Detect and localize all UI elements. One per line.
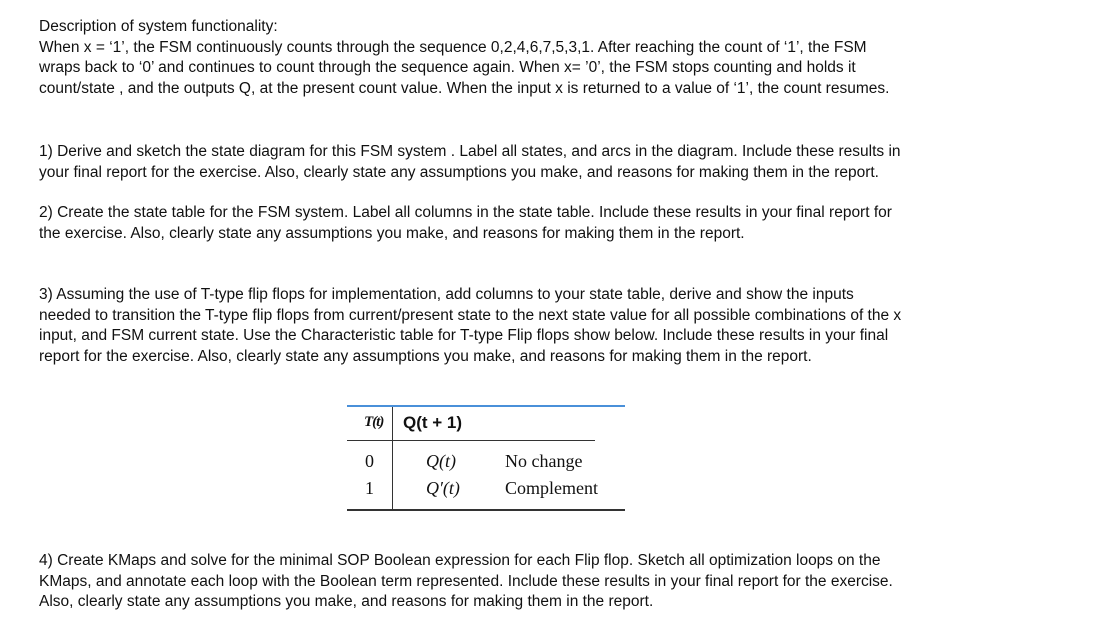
question-1 — [39, 142, 1039, 183]
description-line: count/state , and the outputs Q, at the present count value. When the input x is returned to a value of ‘1’, the count resumes. — [39, 79, 890, 97]
table-column-divider — [392, 407, 393, 509]
question-line: 3) Assuming the use of T-type flip flops for implementation, add columns to your state table, derive and show the inputs — [39, 286, 854, 303]
row-1-desc: Complement — [505, 478, 598, 498]
row-0-desc: No change — [505, 451, 583, 471]
question-line: the exercise. Also, clearly state any assumptions you make, and reasons for making them in the report. — [39, 224, 745, 242]
header-q-next: Q(t + 1) — [403, 413, 463, 432]
description-line: wraps back to ‘0’ and continues to count through the sequence again. When x= ’0’, the FSM stops counting and holds it — [39, 59, 856, 77]
question-line: 1) Derive and sketch the state diagram for this FSM system . Label all states, and arcs in the diagram. Include these results in — [39, 143, 901, 160]
table-header-rule — [347, 440, 595, 441]
row-1-t: 1 — [365, 478, 374, 498]
description-line: When x = ‘1’, the FSM continuously counts through the sequence 0,2,4,6,7,5,3,1. After reaching the count of ‘1’, the FSM — [39, 38, 867, 56]
t-flipflop-characteristic-table — [347, 405, 625, 511]
table-top-rule — [347, 405, 625, 407]
row-0-t: 0 — [365, 451, 374, 471]
question-line: your final report for the exercise. Also, clearly state any assumptions you make, and reasons for making them in the report. — [39, 163, 879, 181]
row-1-q: Q′(t) — [426, 478, 460, 498]
description-heading: Description of system functionality: — [39, 18, 278, 35]
table-bottom-rule — [347, 509, 625, 511]
question-line: input, and FSM current state. Use the Characteristic table for T-type Flip flops show below. Include these results in your final — [39, 327, 889, 345]
row-0-q: Q(t) — [426, 451, 456, 471]
question-line: 4) Create KMaps and solve for the minimal SOP Boolean expression for each Flip flop. Sketch all optimization loops on the — [39, 552, 881, 569]
question-line: 2) Create the state table for the FSM system. Label all columns in the state table. Include these results in your final report for — [39, 204, 892, 221]
question-2 — [39, 203, 1039, 244]
question-3 — [39, 285, 1039, 367]
header-t: T(t) — [364, 414, 384, 430]
question-line: KMaps, and annotate each loop with the Boolean term represented. Include these results in your final report for the exercise. — [39, 572, 893, 590]
question-4 — [39, 551, 1039, 613]
question-line: report for the exercise. Also, clearly state any assumptions you make, and reasons for making them in the report. — [39, 347, 812, 365]
question-line: needed to transition the T-type flip flops from current/present state to the next state value for all possible combinations of the x — [39, 306, 902, 324]
question-line: Also, clearly state any assumptions you make, and reasons for making them in the report. — [39, 593, 654, 611]
functionality-description — [39, 17, 1039, 99]
